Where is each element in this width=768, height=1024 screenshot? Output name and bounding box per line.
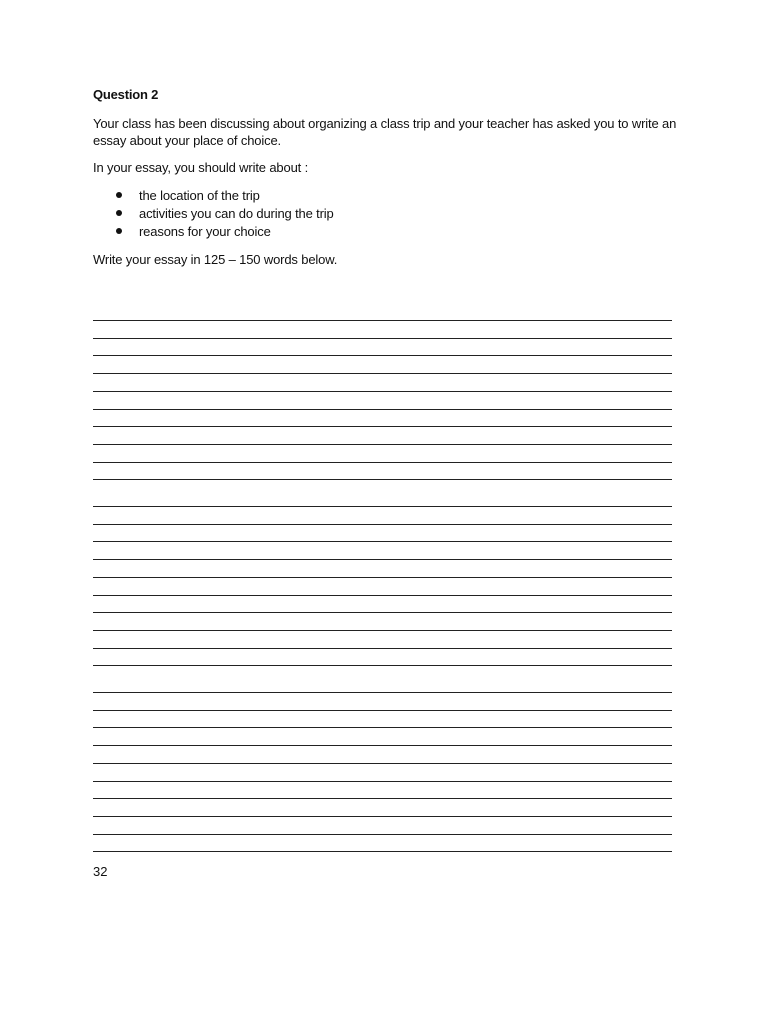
writing-line <box>93 763 672 764</box>
writing-area[interactable] <box>93 0 672 1024</box>
writing-line <box>93 577 672 578</box>
writing-line <box>93 559 672 560</box>
bullet-text: the location of the trip <box>139 188 260 203</box>
writing-line <box>93 462 672 463</box>
word-count-instruction: Write your essay in 125 – 150 words below. <box>93 252 338 267</box>
writing-line <box>93 506 672 507</box>
writing-line <box>93 648 672 649</box>
writing-line <box>93 692 672 693</box>
writing-line <box>93 612 672 613</box>
writing-line <box>93 781 672 782</box>
writing-line <box>93 409 672 410</box>
writing-line <box>93 373 672 374</box>
question-heading: Question 2 <box>93 87 159 102</box>
page-number: 32 <box>93 864 108 879</box>
writing-line <box>93 524 672 525</box>
bullet-text: activities you can do during the trip <box>139 206 334 221</box>
writing-line <box>93 320 672 321</box>
writing-line <box>93 391 672 392</box>
writing-line <box>93 355 672 356</box>
writing-line <box>93 630 672 631</box>
writing-line <box>93 834 672 835</box>
writing-line <box>93 851 672 852</box>
writing-line <box>93 426 672 427</box>
writing-line <box>93 665 672 666</box>
writing-line <box>93 816 672 817</box>
writing-line <box>93 798 672 799</box>
writing-line <box>93 595 672 596</box>
writing-line <box>93 444 672 445</box>
writing-line <box>93 710 672 711</box>
writing-line <box>93 727 672 728</box>
instruction-paragraph: In your essay, you should write about : <box>93 160 309 175</box>
bullet-text: reasons for your choice <box>139 224 271 239</box>
writing-line <box>93 338 672 339</box>
prompt-paragraph: Your class has been discussing about organizing a class trip and your teacher has asked you to write an essay about your place of choice. <box>93 116 677 148</box>
writing-line <box>93 479 672 480</box>
writing-line <box>93 745 672 746</box>
writing-line <box>93 541 672 542</box>
